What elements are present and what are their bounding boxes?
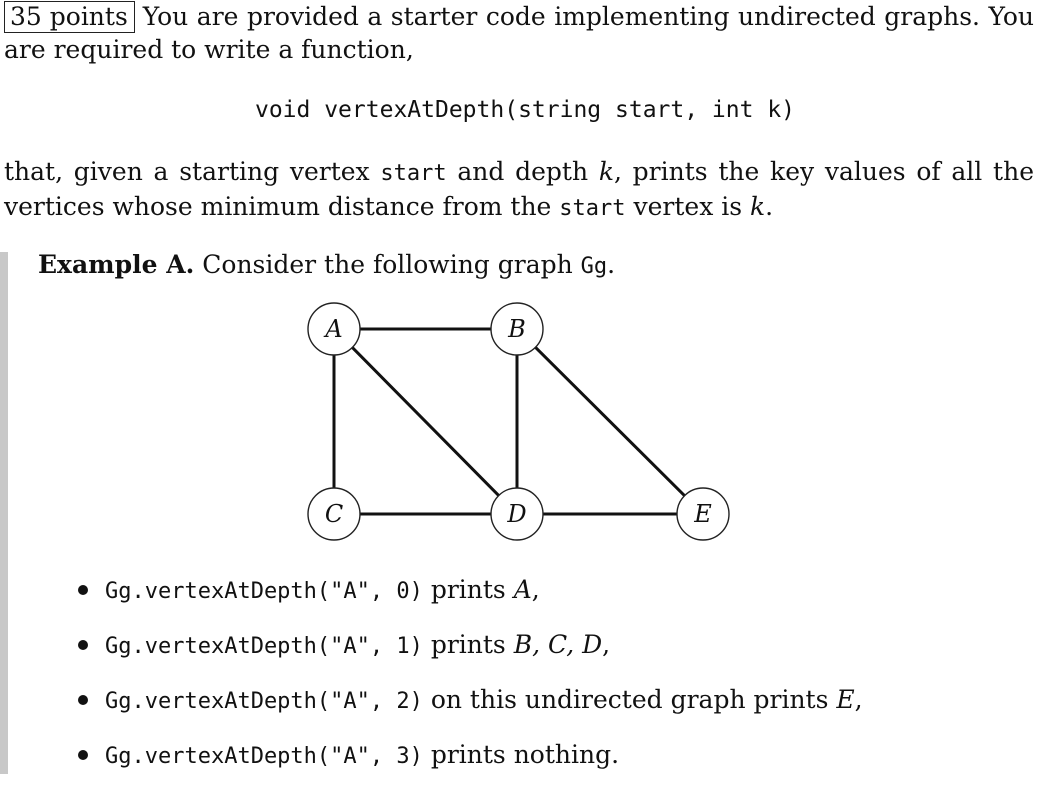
example-text: Consider the following graph <box>194 250 581 279</box>
bullet-text: prints <box>422 630 514 659</box>
graph-node-label: C <box>324 500 344 528</box>
bullet-icon <box>78 640 88 650</box>
example-end: . <box>607 250 616 279</box>
bullet-math: A <box>513 575 532 604</box>
bullet-code: Gg.vertexAtDepth("A", 0) <box>105 579 423 604</box>
desc-text-5: . <box>765 192 774 221</box>
bullet-text: prints <box>422 575 514 604</box>
bullet-text: on this undirected graph prints <box>422 685 837 714</box>
example-bullet-list <box>78 573 863 793</box>
graph-node-label: D <box>507 500 527 528</box>
code-start: start <box>380 161 447 186</box>
desc-text-1: that, given a starting vertex <box>4 157 381 186</box>
bullet-item <box>78 738 863 793</box>
graph-name: Gg <box>580 254 608 279</box>
desc-text-2: and depth <box>446 157 599 186</box>
bullet-math: B, C, D <box>513 630 603 659</box>
code-start-2: start <box>559 196 626 221</box>
bullet-end: , <box>531 575 540 604</box>
graph-node-D <box>491 488 543 540</box>
bullet-icon <box>78 695 88 705</box>
intro-text: You are provided a starter code implementing undirected graphs. You are required to write a function, <box>4 2 1034 64</box>
graph-node-B <box>491 303 543 355</box>
graph-node-A <box>308 303 360 355</box>
bullet-math: E <box>836 685 855 714</box>
example-label: Example A. <box>38 250 195 279</box>
bullet-icon <box>78 750 88 760</box>
function-signature: void vertexAtDepth(string start, int k) <box>254 97 796 123</box>
bullet-code: Gg.vertexAtDepth("A", 1) <box>105 634 423 659</box>
desc-text-4: vertex is <box>625 192 751 221</box>
bullet-icon <box>78 585 88 595</box>
graph-edge-B-E <box>535 347 684 495</box>
math-k: k <box>598 157 614 186</box>
bullet-code: Gg.vertexAtDepth("A", 3) <box>105 744 423 769</box>
graph-edge-A-D <box>352 347 498 495</box>
graph-node-label: E <box>694 500 712 528</box>
bullet-item <box>78 573 863 628</box>
bullet-code: Gg.vertexAtDepth("A", 2) <box>105 689 423 714</box>
graph-node-label: B <box>508 315 526 343</box>
math-k-2: k <box>750 192 766 221</box>
bullet-text: prints nothing. <box>422 740 620 769</box>
bullet-item <box>78 628 863 683</box>
graph-node-label: A <box>325 315 343 343</box>
points-badge: 35 points <box>4 1 135 33</box>
graph-node-E <box>677 488 729 540</box>
bullet-end: , <box>854 685 863 714</box>
graph-node-C <box>308 488 360 540</box>
bullet-end: , <box>602 630 611 659</box>
desc-text-3: , prints the key values of all the vertices whose minimum distance from the <box>4 157 1034 221</box>
bullet-item <box>78 683 863 738</box>
